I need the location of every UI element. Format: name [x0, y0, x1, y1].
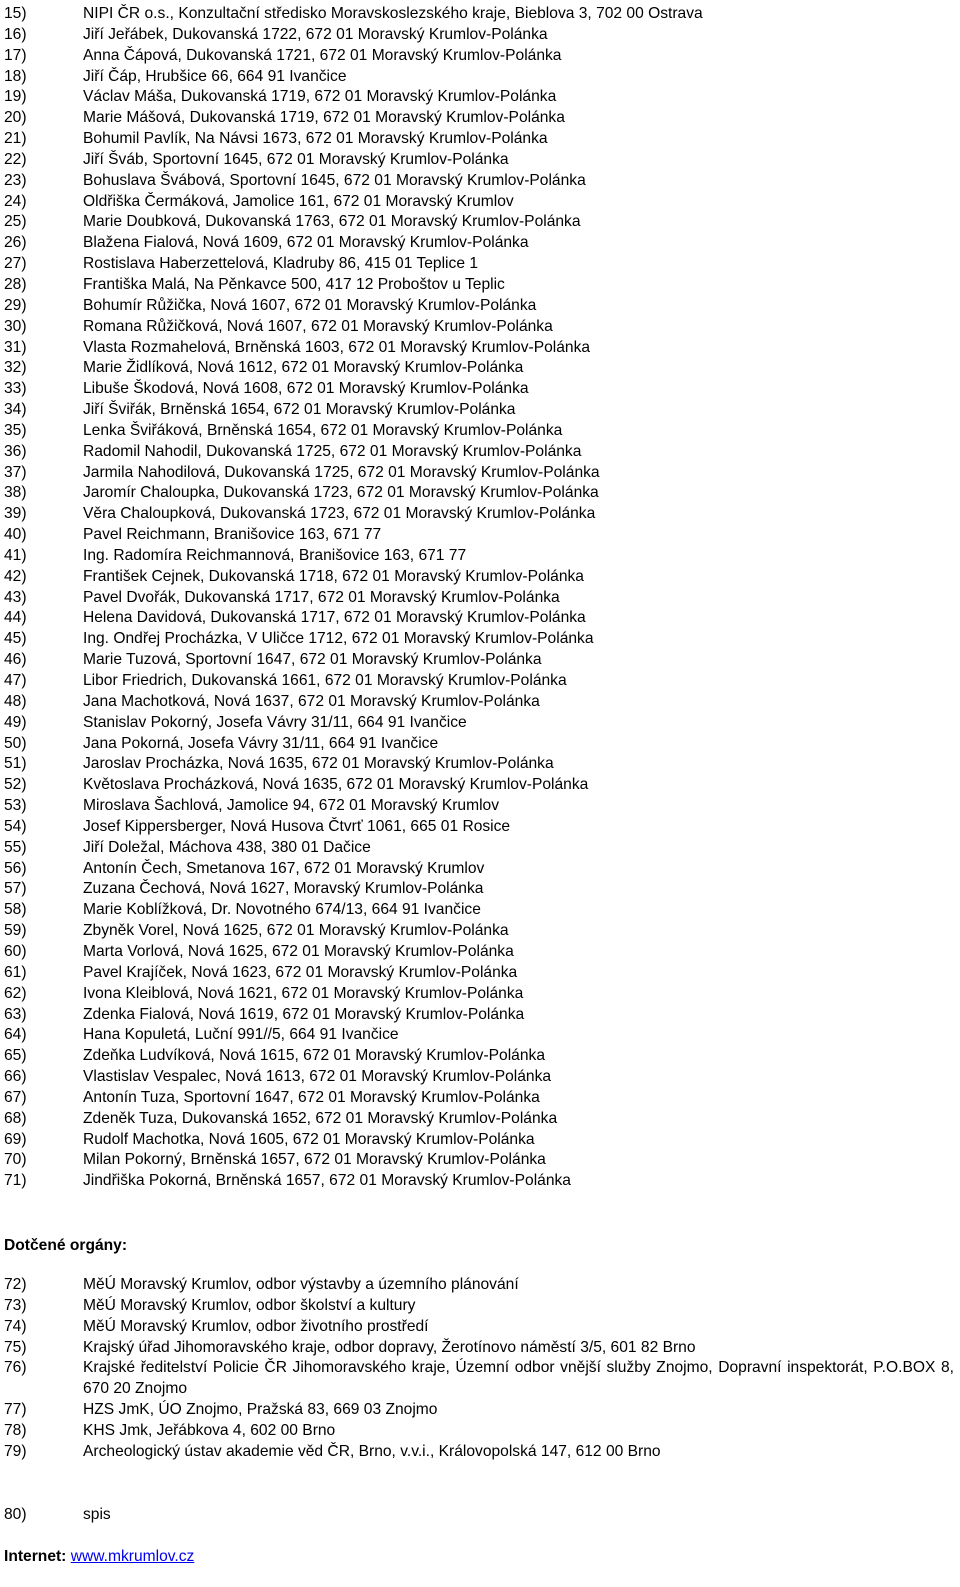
list-item-number: 57): [4, 880, 27, 898]
list-item-text: Marie Tuzová, Sportovní 1647, 672 01 Moravský Krumlov-Polánka: [83, 651, 542, 669]
internet-label: Internet:: [4, 1548, 67, 1565]
list-item-text: Jiří Jeřábek, Dukovanská 1722, 672 01 Moravský Krumlov-Polánka: [83, 25, 548, 43]
list-item-text: Václav Máša, Dukovanská 1719, 672 01 Moravský Krumlov-Polánka: [83, 88, 557, 106]
list-item-text: Hana Kopuletá, Luční 991//5, 664 91 Ivančice: [83, 1026, 399, 1044]
list-item-number: 65): [4, 1047, 27, 1065]
list-item-number: 16): [4, 25, 27, 43]
list-item: [4, 150, 954, 171]
list-item: [4, 775, 954, 796]
list-item: [4, 713, 954, 734]
list-item-text: Rudolf Machotka, Nová 1605, 672 01 Moravský Krumlov-Polánka: [83, 1130, 535, 1148]
list-item-text: Josef Kippersberger, Nová Husova Čtvrť 1061, 665 01 Rosice: [83, 817, 511, 835]
list-item-text: Vlastislav Vespalec, Nová 1613, 672 01 Moravský Krumlov-Polánka: [83, 1068, 552, 1086]
list-item-text: Pavel Dvořák, Dukovanská 1717, 672 01 Moravský Krumlov-Polánka: [83, 588, 560, 606]
list-item-number: 78): [4, 1421, 27, 1439]
list-item-text: KHS Jmk, Jeřábkova 4, 602 00 Brno: [83, 1421, 336, 1439]
list-item: [4, 87, 954, 108]
list-item-text: Stanislav Pokorný, Josefa Vávry 31/11, 664 91 Ivančice: [83, 713, 467, 731]
list-item-text: Blažena Fialová, Nová 1609, 672 01 Moravský Krumlov-Polánka: [83, 234, 529, 252]
list-item-number: 28): [4, 275, 27, 293]
list-item-text: Rostislava Haberzettelová, Kladruby 86, 415 01 Teplice 1: [83, 255, 478, 273]
list-item: [4, 504, 954, 525]
list-item: [4, 192, 954, 213]
list-item-number: 34): [4, 401, 27, 419]
list-item-number: 55): [4, 838, 27, 856]
list-item: [4, 442, 954, 463]
list-item-number: 39): [4, 505, 27, 523]
list-item: [4, 942, 954, 963]
list-item-text: Vlasta Rozmahelová, Brněnská 1603, 672 01 Moravský Krumlov-Polánka: [83, 338, 591, 356]
list-item: [4, 1296, 954, 1317]
list-item-number: 73): [4, 1296, 27, 1314]
list-item-text: Marie Koblížková, Dr. Novotného 674/13, 664 91 Ivančice: [83, 901, 481, 919]
list-item-text: MěÚ Moravský Krumlov, odbor školství a kultury: [83, 1296, 416, 1314]
list-item: [4, 1150, 954, 1171]
list-item-text: Věra Chaloupková, Dukovanská 1723, 672 01 Moravský Krumlov-Polánka: [83, 505, 596, 523]
list-item: [4, 984, 954, 1005]
list-item: [4, 734, 954, 755]
list-item: [4, 525, 954, 546]
list-item-number: 15): [4, 5, 27, 22]
recipient-list: [4, 4, 954, 1192]
list-item-text: HZS JmK, ÚO Znojmo, Pražská 83, 669 03 Znojmo: [83, 1401, 438, 1419]
list-item-number: 48): [4, 692, 27, 710]
list-item-text: Oldřiška Čermáková, Jamolice 161, 672 01 Moravský Krumlov: [83, 192, 514, 210]
list-item: [4, 671, 954, 692]
list-item: [4, 1171, 954, 1192]
list-item: [4, 859, 954, 880]
list-item-text: Zdenka Fialová, Nová 1619, 672 01 Moravský Krumlov-Polánka: [83, 1005, 525, 1023]
list-item-text: Pavel Krajíček, Nová 1623, 672 01 Moravský Krumlov-Polánka: [83, 963, 518, 981]
list-item: [4, 1317, 954, 1338]
list-item-number: 19): [4, 88, 27, 106]
list-item-text: Jiří Šváb, Sportovní 1645, 672 01 Moravský Krumlov-Polánka: [83, 150, 509, 168]
list-item-text: Jarmila Nahodilová, Dukovanská 1725, 672 01 Moravský Krumlov-Polánka: [83, 463, 600, 481]
list-item-number: 32): [4, 359, 27, 377]
list-item-text: Marie Doubková, Dukovanská 1763, 672 01 Moravský Krumlov-Polánka: [83, 213, 581, 231]
list-item-number: 46): [4, 651, 27, 669]
list-item: [4, 338, 954, 359]
list-item: [4, 1421, 954, 1442]
list-item: [4, 1067, 954, 1088]
list-item-text: Bohumír Růžička, Nová 1607, 672 01 Moravský Krumlov-Polánka: [83, 296, 537, 314]
list-item-number: 70): [4, 1151, 27, 1169]
list-item: [4, 233, 954, 254]
list-item-text: Marta Vorlová, Nová 1625, 672 01 Moravský Krumlov-Polánka: [83, 942, 514, 960]
list-item-number: 40): [4, 526, 27, 544]
list-item: [4, 275, 954, 296]
list-item: [4, 400, 954, 421]
list-item: [4, 1358, 954, 1400]
list-item: [4, 379, 954, 400]
list-item-number: 54): [4, 817, 27, 835]
list-item: [4, 629, 954, 650]
list-item-number: 42): [4, 567, 27, 585]
list-item-text: Antonín Tuza, Sportovní 1647, 672 01 Moravský Krumlov-Polánka: [83, 1088, 540, 1106]
list-item-text: Zdeňka Ludvíková, Nová 1615, 672 01 Moravský Krumlov-Polánka: [83, 1047, 545, 1065]
list-item-text: spis: [83, 1506, 111, 1523]
list-item-text: Jaroslav Procházka, Nová 1635, 672 01 Moravský Krumlov-Polánka: [83, 755, 554, 773]
list-item: [4, 754, 954, 775]
list-item-number: 53): [4, 797, 27, 815]
list-item-text: Ing. Ondřej Procházka, V Uličce 1712, 672 01 Moravský Krumlov-Polánka: [83, 630, 594, 648]
list-item: [4, 1025, 954, 1046]
list-item: [4, 463, 954, 484]
list-item-text: Bohuslava Švábová, Sportovní 1645, 672 01 Moravský Krumlov-Polánka: [83, 171, 586, 189]
list-item-text: Libuše Škodová, Nová 1608, 672 01 Moravský Krumlov-Polánka: [83, 380, 529, 398]
list-item-number: 24): [4, 192, 27, 210]
list-item-text: Františka Malá, Na Pěnkavce 500, 417 12 Proboštov u Teplic: [83, 275, 505, 293]
list-item-number: 76): [4, 1359, 27, 1377]
list-item-text: Jana Pokorná, Josefa Vávry 31/11, 664 91 Ivančice: [83, 734, 439, 752]
list-item: [4, 129, 954, 150]
list-item-number: 63): [4, 1005, 27, 1023]
list-item-text: Bohumil Pavlík, Na Návsi 1673, 672 01 Moravský Krumlov-Polánka: [83, 130, 548, 148]
list-item-text: Anna Čápová, Dukovanská 1721, 672 01 Moravský Krumlov-Polánka: [83, 46, 562, 64]
list-item-text: Krajské ředitelství Policie ČR Jihomoravského kraje, Územní odbor vnější služby Znojmo, Dopravní inspektorát, P.O.BOX 8, 670 20 Znojmo: [83, 1359, 954, 1398]
list-item-number: 23): [4, 171, 27, 189]
list-item-number: 31): [4, 338, 27, 356]
list-item: [4, 817, 954, 838]
list-item: [4, 254, 954, 275]
list-item: [4, 1400, 954, 1421]
organs-heading: Dotčené orgány:: [4, 1237, 128, 1254]
list-item-number: 20): [4, 109, 27, 127]
list-item: [4, 108, 954, 129]
list-item-text: Zdeněk Tuza, Dukovanská 1652, 672 01 Moravský Krumlov-Polánka: [83, 1109, 558, 1127]
list-item-number: 79): [4, 1442, 27, 1460]
list-item-text: Milan Pokorný, Brněnská 1657, 672 01 Moravský Krumlov-Polánka: [83, 1151, 546, 1169]
list-item-number: 64): [4, 1026, 27, 1044]
list-item-text: Marie Mášová, Dukovanská 1719, 672 01 Moravský Krumlov-Polánka: [83, 109, 565, 127]
list-item: [4, 171, 954, 192]
list-item-number: 43): [4, 588, 27, 606]
list-item-number: 26): [4, 234, 27, 252]
list-item-text: NIPI ČR o.s., Konzultační středisko Moravskoslezského kraje, Bieblova 3, 702 00 Ostrava: [83, 5, 703, 22]
list-item: [4, 4, 954, 25]
list-item-text: Pavel Reichmann, Branišovice 163, 671 77: [83, 526, 382, 544]
list-item-text: Antonín Čech, Smetanova 167, 672 01 Moravský Krumlov: [83, 859, 485, 877]
list-item: [4, 25, 954, 46]
list-item: [4, 567, 954, 588]
list-item: [4, 317, 954, 338]
list-item-text: Romana Růžičková, Nová 1607, 672 01 Moravský Krumlov-Polánka: [83, 317, 553, 335]
list-item-text: Zuzana Čechová, Nová 1627, Moravský Krumlov-Polánka: [83, 880, 484, 898]
list-item-text: Květoslava Procházková, Nová 1635, 672 01 Moravský Krumlov-Polánka: [83, 776, 589, 794]
list-item-number: 21): [4, 130, 27, 148]
list-item: [4, 67, 954, 88]
organs-list: [4, 1275, 954, 1463]
list-item-number: 44): [4, 609, 27, 627]
list-item-text: Libor Friedrich, Dukovanská 1661, 672 01 Moravský Krumlov-Polánka: [83, 672, 567, 689]
list-item: [4, 546, 954, 567]
list-item-number: 61): [4, 963, 27, 981]
list-item-text: Helena Davidová, Dukovanská 1717, 672 01 Moravský Krumlov-Polánka: [83, 609, 586, 627]
list-item-number: 59): [4, 922, 27, 940]
list-item-text: Jiří Šviřák, Brněnská 1654, 672 01 Moravský Krumlov-Polánka: [83, 401, 516, 419]
list-item: [4, 650, 954, 671]
list-item-text: Jaromír Chaloupka, Dukovanská 1723, 672 01 Moravský Krumlov-Polánka: [83, 484, 599, 502]
list-item-number: 35): [4, 421, 27, 439]
list-item: [4, 1046, 954, 1067]
list-item-number: 33): [4, 380, 27, 398]
list-item-number: 74): [4, 1317, 27, 1335]
list-item-number: 49): [4, 713, 27, 731]
list-item-text: Ing. Radomíra Reichmannová, Branišovice 163, 671 77: [83, 546, 467, 564]
list-item-text: Ivona Kleiblová, Nová 1621, 672 01 Moravský Krumlov-Polánka: [83, 984, 524, 1002]
list-item-text: Archeologický ústav akademie věd ČR, Brno, v.v.i., Královopolská 147, 612 00 Brno: [83, 1442, 661, 1460]
list-item: [4, 608, 954, 629]
list-item: [4, 1088, 954, 1109]
list-item-text: Krajský úřad Jihomoravského kraje, odbor dopravy, Žerotínovo náměstí 3/5, 601 82 Brno: [83, 1338, 696, 1356]
list-item-number: 52): [4, 776, 27, 794]
list-item-number: 60): [4, 942, 27, 960]
list-item-text: MěÚ Moravský Krumlov, odbor výstavby a územního plánování: [83, 1276, 519, 1293]
list-item-number: 37): [4, 463, 27, 481]
list-item: [4, 358, 954, 379]
list-item: [4, 1338, 954, 1359]
list-item-text: Jiří Čáp, Hrubšice 66, 664 91 Ivančice: [83, 67, 347, 85]
list-item: [4, 588, 954, 609]
list-item-number: 71): [4, 1172, 27, 1190]
list-item-number: 22): [4, 150, 27, 168]
list-item-number: 18): [4, 67, 27, 85]
list-item: [4, 483, 954, 504]
list-item-number: 51): [4, 755, 27, 773]
list-item-number: 62): [4, 984, 27, 1002]
list-item-number: 75): [4, 1338, 27, 1356]
list-item: [4, 796, 954, 817]
footer: [4, 1546, 194, 1568]
list-item-number: 25): [4, 213, 27, 231]
list-item-number: 66): [4, 1068, 27, 1086]
list-item-number: 38): [4, 484, 27, 502]
list-item-text: Jana Machotková, Nová 1637, 672 01 Moravský Krumlov-Polánka: [83, 692, 540, 710]
list-item: [4, 1442, 954, 1463]
website-link[interactable]: www.mkrumlov.cz: [70, 1548, 195, 1565]
list-item: [4, 1504, 954, 1526]
list-item: [4, 963, 954, 984]
list-item-number: 67): [4, 1088, 27, 1106]
list-item: [4, 212, 954, 233]
list-item-text: Marie Židlíková, Nová 1612, 672 01 Moravský Krumlov-Polánka: [83, 359, 524, 377]
list-item-text: Miroslava Šachlová, Jamolice 94, 672 01 Moravský Krumlov: [83, 797, 500, 815]
list-item: [4, 921, 954, 942]
list-item-number: 80): [4, 1506, 27, 1523]
list-item: [4, 879, 954, 900]
list-item-number: 58): [4, 901, 27, 919]
list-item: [4, 421, 954, 442]
list-item: [4, 692, 954, 713]
list-item-number: 36): [4, 442, 27, 460]
list-item-number: 69): [4, 1130, 27, 1148]
list-item-text: Zbyněk Vorel, Nová 1625, 672 01 Moravský Krumlov-Polánka: [83, 922, 509, 940]
list-item-text: Radomil Nahodil, Dukovanská 1725, 672 01 Moravský Krumlov-Polánka: [83, 442, 582, 460]
list-item-text: MěÚ Moravský Krumlov, odbor životního prostředí: [83, 1317, 429, 1335]
list-item-number: 45): [4, 630, 27, 648]
list-item-number: 47): [4, 672, 27, 689]
list-item-number: 72): [4, 1276, 27, 1293]
list-item: [4, 1130, 954, 1151]
list-item-text: František Cejnek, Dukovanská 1718, 672 01 Moravský Krumlov-Polánka: [83, 567, 584, 585]
list-item-number: 77): [4, 1401, 27, 1419]
list-item-number: 29): [4, 296, 27, 314]
list-item-text: Lenka Šviřáková, Brněnská 1654, 672 01 Moravský Krumlov-Polánka: [83, 421, 563, 439]
list-item: [4, 1109, 954, 1130]
list-item: [4, 296, 954, 317]
list-item-number: 27): [4, 255, 27, 273]
list-item-number: 68): [4, 1109, 27, 1127]
list-item: [4, 1275, 954, 1296]
list-item-text: Jindřiška Pokorná, Brněnská 1657, 672 01 Moravský Krumlov-Polánka: [83, 1172, 571, 1190]
list-item: [4, 838, 954, 859]
list-item-number: 56): [4, 859, 27, 877]
list-item: [4, 46, 954, 67]
list-item-text: Jiří Doležal, Máchova 438, 380 01 Dačice: [83, 838, 371, 856]
list-item-number: 50): [4, 734, 27, 752]
list-item-number: 41): [4, 546, 27, 564]
list-item: [4, 1005, 954, 1026]
list-item: [4, 900, 954, 921]
list-item-number: 17): [4, 46, 27, 64]
list-item-number: 30): [4, 317, 27, 335]
